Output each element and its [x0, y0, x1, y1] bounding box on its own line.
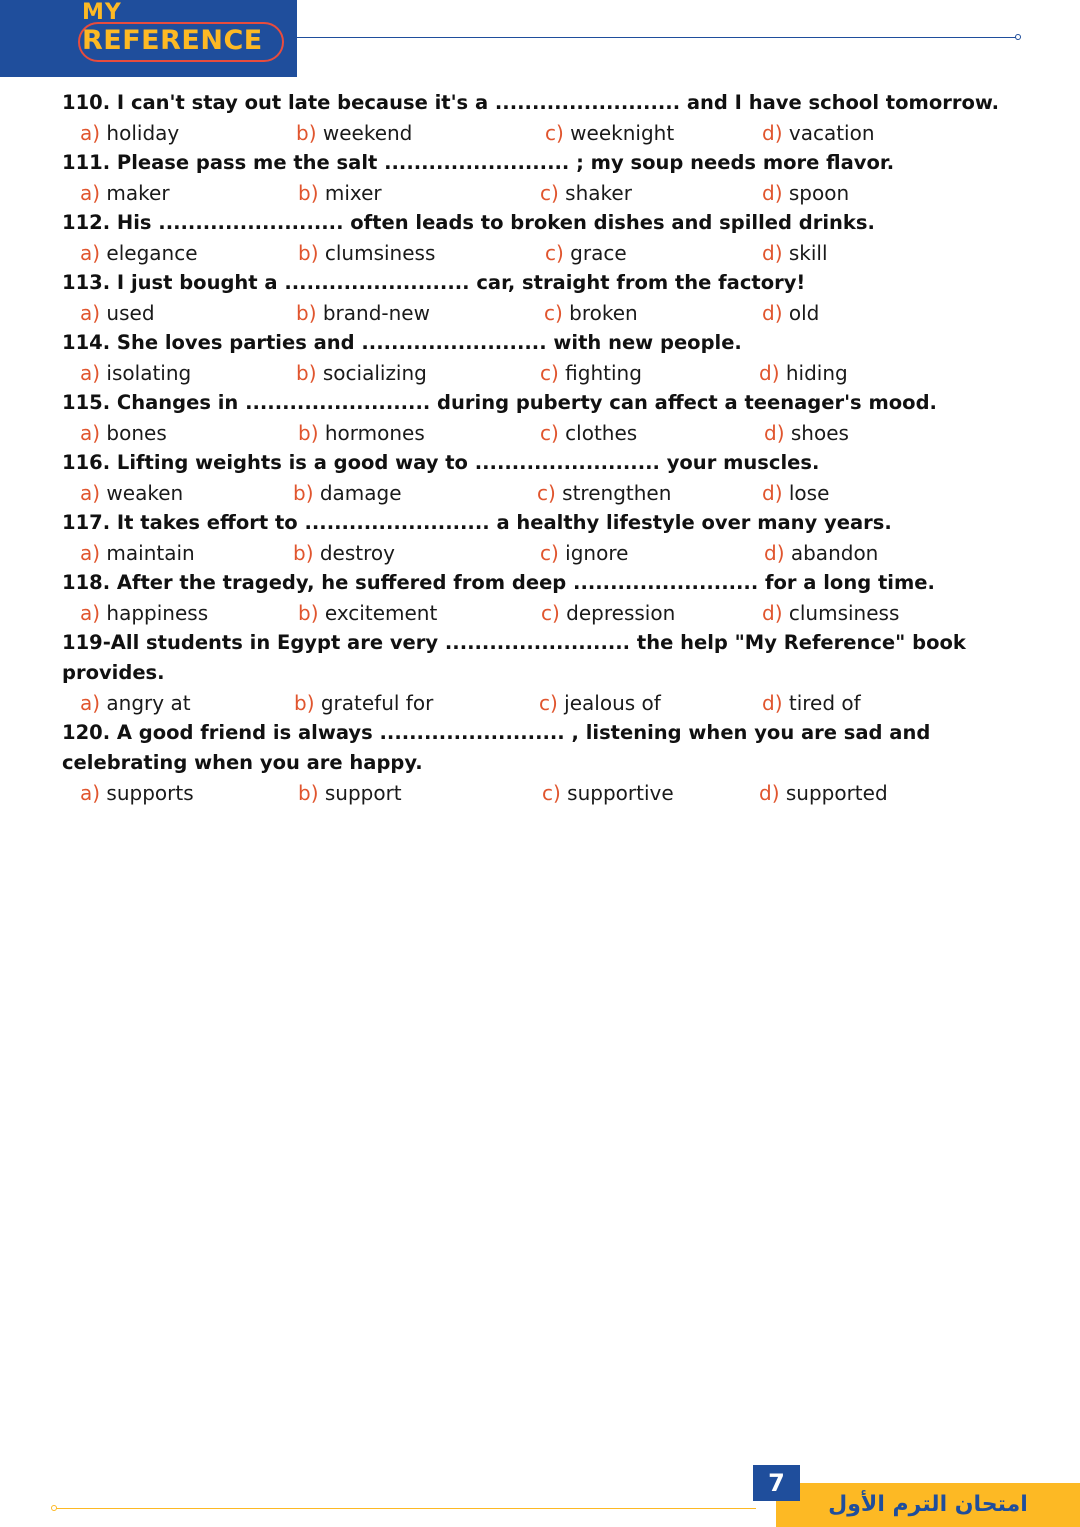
option-letter: c)	[540, 361, 559, 385]
question-item	[62, 388, 1012, 448]
question-item	[62, 268, 1012, 328]
answer-option[interactable]	[298, 178, 382, 208]
option-text: skill	[788, 241, 828, 265]
answer-options	[62, 538, 1012, 568]
option-letter: c)	[537, 481, 556, 505]
footer-title: امتحان الترم الأول	[828, 1492, 1028, 1517]
option-letter: c)	[539, 691, 558, 715]
option-text: jealous of	[564, 691, 661, 715]
answer-option[interactable]	[298, 598, 437, 628]
footer-rule	[56, 1508, 756, 1509]
option-letter: a)	[80, 361, 101, 385]
answer-option[interactable]	[540, 538, 628, 568]
header-rule	[297, 37, 1017, 38]
option-text: maker	[106, 181, 170, 205]
answer-option[interactable]	[298, 778, 402, 808]
logo-text-my: MY	[82, 0, 122, 25]
answer-option[interactable]	[298, 238, 435, 268]
option-letter: b)	[298, 421, 319, 445]
option-text: maintain	[106, 541, 195, 565]
answer-options	[62, 118, 1012, 148]
option-text: angry at	[106, 691, 191, 715]
option-letter: b)	[296, 121, 317, 145]
option-letter: c)	[540, 421, 559, 445]
option-text: supported	[785, 781, 888, 805]
option-letter: d)	[764, 541, 785, 565]
question-item	[62, 88, 1012, 148]
option-letter: d)	[762, 241, 783, 265]
answer-options	[62, 688, 1012, 718]
option-letter: b)	[296, 361, 317, 385]
option-text: clothes	[565, 421, 638, 445]
answer-option[interactable]	[80, 598, 208, 628]
option-text: shaker	[565, 181, 632, 205]
answer-options	[62, 298, 1012, 328]
answer-option[interactable]	[294, 688, 433, 718]
answer-option[interactable]	[80, 118, 179, 148]
option-letter: d)	[762, 301, 783, 325]
option-letter: d)	[762, 691, 783, 715]
option-text: damage	[319, 481, 402, 505]
question-text: 114. She loves parties and ......................... with new people.	[62, 331, 742, 354]
question-text: 115. Changes in ......................... during puberty can affect a teenager's mood.	[62, 391, 937, 414]
question-text: 112. His ......................... often leads to broken dishes and spilled drinks.	[62, 211, 875, 234]
question-text: 111. Please pass me the salt ......................... ; my soup needs more flavor.	[62, 151, 895, 174]
option-text: grace	[570, 241, 627, 265]
option-letter: d)	[764, 421, 785, 445]
answer-option[interactable]	[764, 418, 849, 448]
answer-option[interactable]	[542, 778, 674, 808]
question-item	[62, 208, 1012, 268]
option-letter: c)	[545, 121, 564, 145]
answer-option[interactable]	[762, 178, 849, 208]
option-text: socializing	[322, 361, 427, 385]
option-letter: c)	[545, 241, 564, 265]
option-text: lose	[788, 481, 830, 505]
answer-option[interactable]	[296, 118, 412, 148]
question-item	[62, 448, 1012, 508]
option-letter: d)	[762, 601, 783, 625]
option-letter: b)	[294, 691, 315, 715]
question-text: 117. It takes effort to ......................... a healthy lifestyle over many years.	[62, 511, 892, 534]
answer-option[interactable]	[80, 478, 183, 508]
answer-options	[62, 358, 1012, 388]
option-text: elegance	[106, 241, 198, 265]
option-letter: d)	[762, 121, 783, 145]
question-text: 116. Lifting weights is a good way to ......................... your muscles.	[62, 451, 820, 474]
question-text: 113. I just bought a ......................... car, straight from the factory!	[62, 271, 806, 294]
option-letter: b)	[298, 241, 319, 265]
option-text: happiness	[106, 601, 209, 625]
option-letter: b)	[298, 781, 319, 805]
option-letter: c)	[540, 181, 559, 205]
option-letter: b)	[293, 541, 314, 565]
question-item	[62, 568, 1012, 628]
answer-options	[62, 418, 1012, 448]
answer-option[interactable]	[540, 358, 642, 388]
answer-option[interactable]	[540, 418, 637, 448]
answer-option[interactable]	[296, 298, 430, 328]
answer-option[interactable]	[293, 478, 402, 508]
option-letter: c)	[542, 781, 561, 805]
question-text: 118. After the tragedy, he suffered from deep ......................... for a long time.	[62, 571, 935, 594]
option-letter: b)	[298, 181, 319, 205]
answer-option[interactable]	[80, 418, 167, 448]
option-text: spoon	[788, 181, 850, 205]
option-text: weaken	[106, 481, 184, 505]
question-text: 120. A good friend is always ......................... , listening when you are sad and celebrating when you are happy.	[62, 721, 938, 774]
option-text: holiday	[106, 121, 180, 145]
option-text: mixer	[324, 181, 382, 205]
option-text: destroy	[319, 541, 395, 565]
question-text: 110. I can't stay out late because it's a ......................... and I have school tomorrow.	[62, 91, 1000, 114]
option-letter: d)	[759, 361, 780, 385]
answer-options	[62, 178, 1012, 208]
header-logo-block	[0, 0, 297, 77]
option-letter: a)	[80, 241, 101, 265]
answer-option[interactable]	[80, 298, 155, 328]
option-text: brand-new	[322, 301, 430, 325]
option-letter: b)	[293, 481, 314, 505]
option-letter: a)	[80, 601, 101, 625]
option-letter: a)	[80, 181, 101, 205]
option-letter: c)	[544, 301, 563, 325]
answer-option[interactable]	[545, 238, 627, 268]
answer-option[interactable]	[80, 358, 191, 388]
option-text: abandon	[790, 541, 879, 565]
option-letter: d)	[762, 481, 783, 505]
answer-option[interactable]	[762, 238, 828, 268]
answer-option[interactable]	[298, 418, 425, 448]
answer-option[interactable]	[762, 478, 829, 508]
option-letter: a)	[80, 781, 101, 805]
option-text: clumsiness	[788, 601, 900, 625]
answer-option[interactable]	[762, 598, 899, 628]
option-letter: d)	[759, 781, 780, 805]
answer-option[interactable]	[80, 688, 191, 718]
answer-option[interactable]	[293, 538, 395, 568]
answer-option[interactable]	[539, 688, 661, 718]
answer-options	[62, 778, 1012, 808]
answer-option[interactable]	[544, 298, 638, 328]
option-text: supportive	[567, 781, 674, 805]
question-list	[62, 88, 1012, 808]
question-text: 119-All students in Egypt are very ......................... the help "My Reference" book provides.	[62, 631, 973, 684]
option-letter: c)	[540, 541, 559, 565]
logo-text-reference: REFERENCE	[82, 25, 263, 56]
option-text: depression	[566, 601, 676, 625]
question-item	[62, 148, 1012, 208]
answer-option[interactable]	[545, 118, 674, 148]
option-letter: d)	[762, 181, 783, 205]
answer-option[interactable]	[80, 778, 194, 808]
answer-options	[62, 238, 1012, 268]
option-text: fighting	[565, 361, 642, 385]
answer-option[interactable]	[762, 298, 819, 328]
option-text: supports	[106, 781, 194, 805]
option-text: vacation	[788, 121, 875, 145]
answer-option[interactable]	[541, 598, 675, 628]
answer-option[interactable]	[80, 178, 170, 208]
question-item	[62, 328, 1012, 388]
option-text: isolating	[106, 361, 192, 385]
option-text: hiding	[785, 361, 848, 385]
answer-option[interactable]	[296, 358, 427, 388]
answer-option[interactable]	[537, 478, 671, 508]
option-letter: a)	[80, 481, 101, 505]
option-letter: c)	[541, 601, 560, 625]
option-text: tired of	[788, 691, 861, 715]
option-text: used	[106, 301, 155, 325]
answer-option[interactable]	[540, 178, 632, 208]
answer-option[interactable]	[759, 778, 888, 808]
question-item	[62, 508, 1012, 568]
answer-options	[62, 478, 1012, 508]
option-text: shoes	[790, 421, 849, 445]
option-letter: a)	[80, 691, 101, 715]
option-text: weekend	[322, 121, 413, 145]
option-text: weeknight	[570, 121, 675, 145]
answer-option[interactable]	[759, 358, 848, 388]
option-letter: a)	[80, 121, 101, 145]
option-text: bones	[106, 421, 167, 445]
answer-option[interactable]	[80, 538, 195, 568]
option-letter: a)	[80, 541, 101, 565]
answer-option[interactable]	[762, 688, 861, 718]
option-text: excitement	[324, 601, 438, 625]
option-letter: a)	[80, 301, 101, 325]
answer-options	[62, 598, 1012, 628]
answer-option[interactable]	[80, 238, 198, 268]
header-rule-end-dot	[1015, 34, 1021, 40]
option-text: clumsiness	[324, 241, 436, 265]
option-text: strengthen	[562, 481, 672, 505]
option-text: broken	[569, 301, 638, 325]
answer-option[interactable]	[762, 118, 875, 148]
page-number: 7	[753, 1465, 800, 1501]
option-text: grateful for	[320, 691, 434, 715]
option-text: old	[788, 301, 820, 325]
answer-option[interactable]	[764, 538, 878, 568]
question-item	[62, 628, 1012, 718]
question-item	[62, 718, 1012, 808]
option-text: ignore	[565, 541, 629, 565]
option-letter: a)	[80, 421, 101, 445]
option-text: support	[324, 781, 402, 805]
option-letter: b)	[298, 601, 319, 625]
option-letter: b)	[296, 301, 317, 325]
option-text: hormones	[324, 421, 425, 445]
